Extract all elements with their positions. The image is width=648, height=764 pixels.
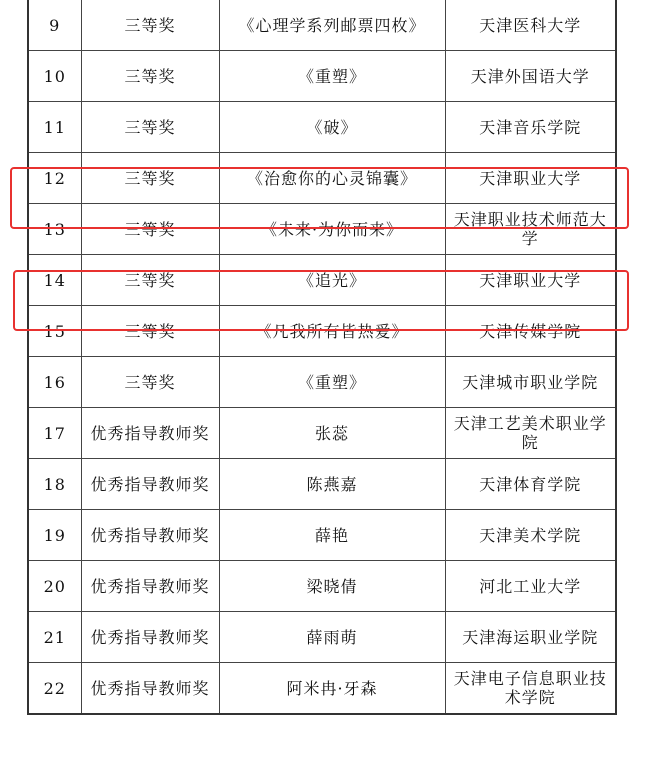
awards-table xyxy=(27,0,617,715)
school-name: 河北工业大学 xyxy=(445,561,616,612)
instructor-name: 薛艳 xyxy=(219,510,445,561)
table-row xyxy=(28,153,616,204)
table-row xyxy=(28,255,616,306)
row-number: 13 xyxy=(28,204,81,255)
work-title: 《凡我所有皆热爱》 xyxy=(219,306,445,357)
table-row xyxy=(28,510,616,561)
award-level: 三等奖 xyxy=(81,255,219,306)
table-row xyxy=(28,306,616,357)
school-name: 天津传媒学院 xyxy=(445,306,616,357)
award-level: 三等奖 xyxy=(81,357,219,408)
row-number: 20 xyxy=(28,561,81,612)
row-number: 18 xyxy=(28,459,81,510)
award-level: 优秀指导教师奖 xyxy=(81,408,219,459)
award-level: 三等奖 xyxy=(81,204,219,255)
instructor-name: 张蕊 xyxy=(219,408,445,459)
work-title: 《破》 xyxy=(219,102,445,153)
table-row xyxy=(28,357,616,408)
award-level: 优秀指导教师奖 xyxy=(81,663,219,715)
work-title: 《追光》 xyxy=(219,255,445,306)
table-row xyxy=(28,0,616,51)
row-number: 16 xyxy=(28,357,81,408)
row-number: 12 xyxy=(28,153,81,204)
school-name: 天津职业大学 xyxy=(445,153,616,204)
row-number: 14 xyxy=(28,255,81,306)
work-title: 《重塑》 xyxy=(219,51,445,102)
row-number: 11 xyxy=(28,102,81,153)
award-level: 三等奖 xyxy=(81,153,219,204)
instructor-name: 阿米冉·牙森 xyxy=(219,663,445,715)
work-title: 《治愈你的心灵锦囊》 xyxy=(219,153,445,204)
row-number: 15 xyxy=(28,306,81,357)
award-level: 三等奖 xyxy=(81,0,219,51)
table-row xyxy=(28,612,616,663)
table-row xyxy=(28,51,616,102)
table-row xyxy=(28,102,616,153)
row-number: 17 xyxy=(28,408,81,459)
instructor-name: 梁晓倩 xyxy=(219,561,445,612)
award-level: 优秀指导教师奖 xyxy=(81,612,219,663)
school-name: 天津职业大学 xyxy=(445,255,616,306)
award-level: 三等奖 xyxy=(81,102,219,153)
row-number: 10 xyxy=(28,51,81,102)
table-row xyxy=(28,459,616,510)
award-level: 优秀指导教师奖 xyxy=(81,561,219,612)
school-name: 天津医科大学 xyxy=(445,0,616,51)
table-row xyxy=(28,408,616,459)
award-level: 三等奖 xyxy=(81,306,219,357)
school-name: 天津职业技术师范大学 xyxy=(445,204,616,255)
row-number: 22 xyxy=(28,663,81,715)
row-number: 19 xyxy=(28,510,81,561)
school-name: 天津美术学院 xyxy=(445,510,616,561)
instructor-name: 薛雨萌 xyxy=(219,612,445,663)
table-row xyxy=(28,561,616,612)
awards-table-body xyxy=(28,0,616,714)
work-title: 《心理学系列邮票四枚》 xyxy=(219,0,445,51)
work-title: 《重塑》 xyxy=(219,357,445,408)
award-level: 优秀指导教师奖 xyxy=(81,510,219,561)
school-name: 天津工艺美术职业学院 xyxy=(445,408,616,459)
school-name: 天津音乐学院 xyxy=(445,102,616,153)
school-name: 天津外国语大学 xyxy=(445,51,616,102)
table-row xyxy=(28,663,616,715)
award-level: 优秀指导教师奖 xyxy=(81,459,219,510)
award-level: 三等奖 xyxy=(81,51,219,102)
school-name: 天津海运职业学院 xyxy=(445,612,616,663)
school-name: 天津城市职业学院 xyxy=(445,357,616,408)
row-number: 9 xyxy=(28,0,81,51)
school-name: 天津体育学院 xyxy=(445,459,616,510)
instructor-name: 陈燕嘉 xyxy=(219,459,445,510)
work-title: 《未来·为你而来》 xyxy=(219,204,445,255)
school-name: 天津电子信息职业技术学院 xyxy=(445,663,616,715)
table-row xyxy=(28,204,616,255)
row-number: 21 xyxy=(28,612,81,663)
